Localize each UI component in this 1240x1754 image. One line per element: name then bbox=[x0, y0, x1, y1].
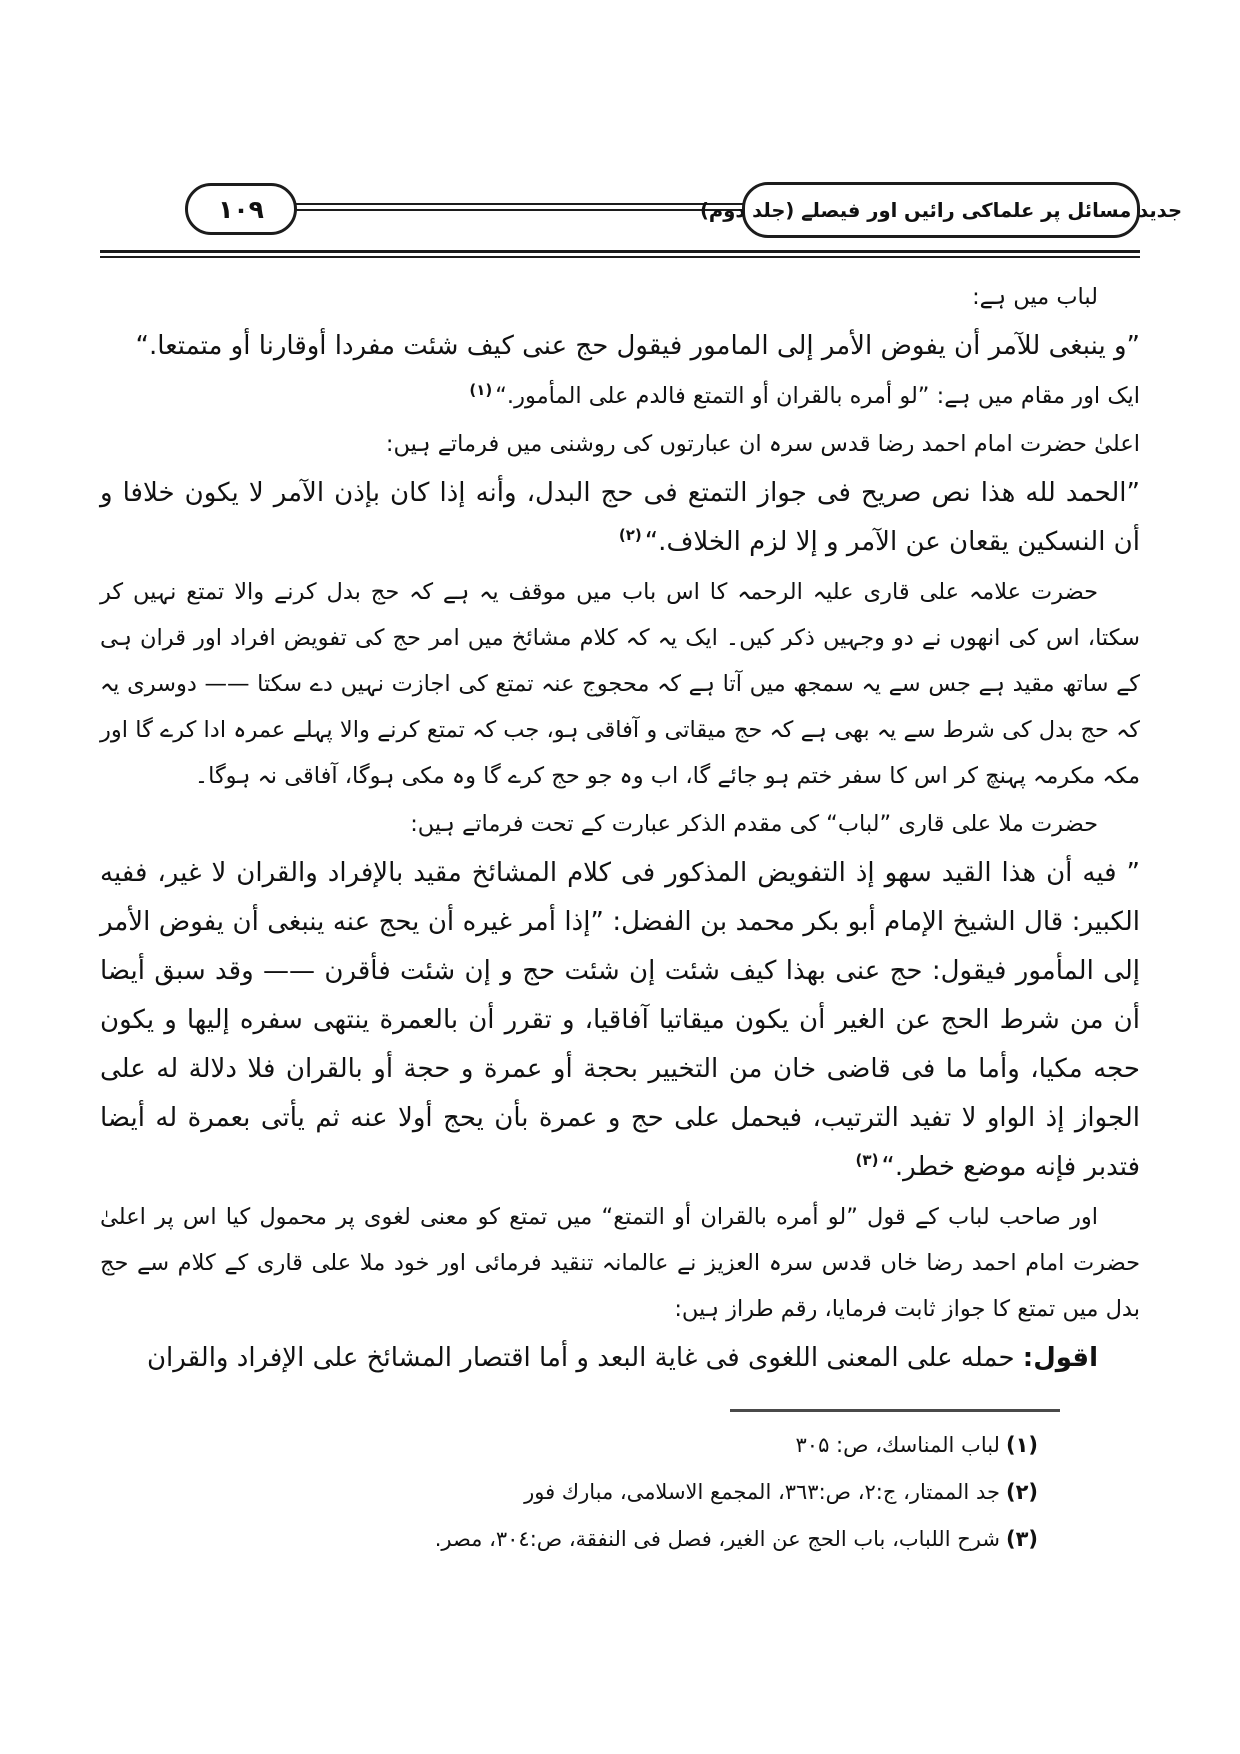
book-title: جدید مسائل پر علماکی رائیں اور فیصلے (جلد دوم) bbox=[700, 198, 1182, 222]
footnote-ref-3: (۳) bbox=[855, 1151, 879, 1170]
paragraph-text: اعلیٰ حضرت امام احمد رضا قدس سرہ ان عبارتوں کی روشنی میں فرماتے ہیں: bbox=[385, 431, 1140, 457]
footnote-text: لباب المناسك، ص: ۳۰۵ bbox=[795, 1433, 1000, 1457]
footnote-list bbox=[100, 1422, 1038, 1563]
book-title-badge bbox=[700, 182, 1182, 238]
header-band bbox=[100, 183, 1182, 241]
paragraph-text: ایک اور مقام میں ہے: ”لو أمره بالقران أو التمتع فالدم على المأمور.“ bbox=[495, 383, 1140, 409]
paragraph-urdu-intro bbox=[100, 274, 1140, 320]
aqwal-label: اقول: bbox=[1022, 1343, 1098, 1373]
paragraph-text: ” فيه أن هذا القيد سهو إذ التفويض المذكور فى كلام المشائخ مقيد بالإفراد والقران لا غير، ففيه الكبير: قال الشيخ الإمام أبو بكر محمد بن الفضل: ”إذا أمر غيره أن يحج عنه ينبغى أن يفوض الأمر إلى المأمور فيقول: حج عنى بهذا كيف شئت إن شئت حج و إن شئت فأقرن —— وقد سبق أيضا أن من شرط الحج عن الغير أن يكون ميقاتيا آفاقيا، و تقرر أن بالعمرة ينتهى سفره إليها و يكون حجه مكيا، وأما ما فى قاضى خان من التخيير بحجة أو عمرة و حجة أو بالقران فلا دلالة له على الجواز إذ الواو لا تفيد الترتيب، فيحمل على حج و عمرة بأن يحج أولا عنه ثم يأتى بعمرة له أيضا فتدبر فإنه موضع خطر.“ bbox=[100, 858, 1140, 1182]
footnote-number: (۳) bbox=[1005, 1527, 1038, 1551]
page-number-badge bbox=[185, 183, 297, 235]
paragraph-text: لباب میں ہے: bbox=[972, 284, 1098, 310]
footnote-ref-2: (۲) bbox=[618, 526, 642, 545]
paragraph-text: ”الحمد لله هذا نص صريح فى جواز التمتع فى حج البدل، وأنه إذا كان بإذن الآمر لا يكون خلافا و أن النسكين يقعان عن الآمر و إلا لزم الخلاف.“ bbox=[100, 478, 1140, 557]
footnote-text: شرح اللباب، باب الحج عن الغير، فصل فى النفقة، ص:۳۰٤، مصر. bbox=[434, 1527, 1000, 1551]
paragraph-text: اور صاحب لباب کے قول ”لو أمره بالقران أو التمتع“ میں تمتع کو معنی لغوی پر محمول کیا اس پر اعلیٰ حضرت امام احمد رضا خاں قدس سرہ العزیز نے عالمانہ تنقید فرمائی اور خود ملا علی قاری کے کلام سے حج بدل میں تمتع کا جواز ثابت فرمایا، رقم طراز ہیں: bbox=[100, 1204, 1140, 1322]
footnotes-section bbox=[100, 1409, 1140, 1563]
paragraph-text: حمله على المعنى اللغوى فى غاية البعد و أما اقتصار المشائخ على الإفراد والقران bbox=[146, 1343, 1023, 1373]
paragraph-urdu-commentary bbox=[100, 569, 1140, 799]
footnote-item bbox=[100, 1469, 1038, 1516]
footnote-number: (۱) bbox=[1005, 1433, 1038, 1457]
footnote-number: (۲) bbox=[1005, 1480, 1038, 1504]
paragraph-arabic-aqwal bbox=[100, 1334, 1140, 1383]
paragraph-urdu-commentary-2 bbox=[100, 1194, 1140, 1332]
page-header bbox=[100, 183, 1182, 258]
footnote-separator-rule bbox=[730, 1409, 1060, 1412]
paragraph-text: حضرت علامہ علی قاری علیہ الرحمہ کا اس باب میں موقف یہ ہے کہ حج بدل کرنے والا تمتع نہیں کر سکتا، اس کی انھوں نے دو وجہیں ذکر کیں۔ ایک یہ کہ کلام مشائخ میں امر حج کی تفویض افراد اور قران ہی کے ساتھ مقید ہے جس سے یہ سمجھ میں آتا ہے کہ محجوج عنہ تمتع کی اجازت نہیں دے سکتا —— دوسری یہ کہ حج بدل کی شرط سے یہ بھی ہے کہ حج میقاتی و آفاقی ہو، جب کہ تمتع کرنے والا پہلے عمرہ ادا کرے گا اور مکہ مکرمہ پہنچ کر اس کا سفر ختم ہو جائے گا، اب وہ جو حج کرے گا وہ مکی ہوگا، آفاقی نہ ہوگا۔ bbox=[100, 579, 1140, 789]
paragraph-text: ”و ينبغى للآمر أن يفوض الأمر إلى المامور فيقول حج عنى كيف شئت مفردا أوقارنا أو متمتعا.“ bbox=[135, 331, 1140, 361]
paragraph-urdu-lead-in bbox=[100, 421, 1140, 467]
footnote-text: جد الممتار، ج:۲، ص:۳٦۳، المجمع الاسلامى، مبارك فور bbox=[524, 1480, 1000, 1504]
footnote-item bbox=[100, 1422, 1038, 1469]
paragraph-arabic-quote-3 bbox=[100, 849, 1140, 1192]
paragraph-arabic-quote-2 bbox=[100, 469, 1140, 567]
paragraph-arabic-quote-1 bbox=[100, 322, 1140, 371]
paragraph-mixed-quote bbox=[100, 373, 1140, 419]
paragraph-text: حضرت ملا علی قاری ”لباب“ کی مقدم الذکر عبارت کے تحت فرماتے ہیں: bbox=[410, 811, 1098, 837]
footnote-item bbox=[100, 1516, 1038, 1563]
page-body bbox=[100, 274, 1140, 1383]
footnote-ref-1: (۱) bbox=[469, 380, 493, 399]
header-divider-rule bbox=[100, 250, 1140, 258]
paragraph-urdu-lead-in-2 bbox=[100, 801, 1140, 847]
page-number: ۱۰۹ bbox=[218, 194, 264, 224]
